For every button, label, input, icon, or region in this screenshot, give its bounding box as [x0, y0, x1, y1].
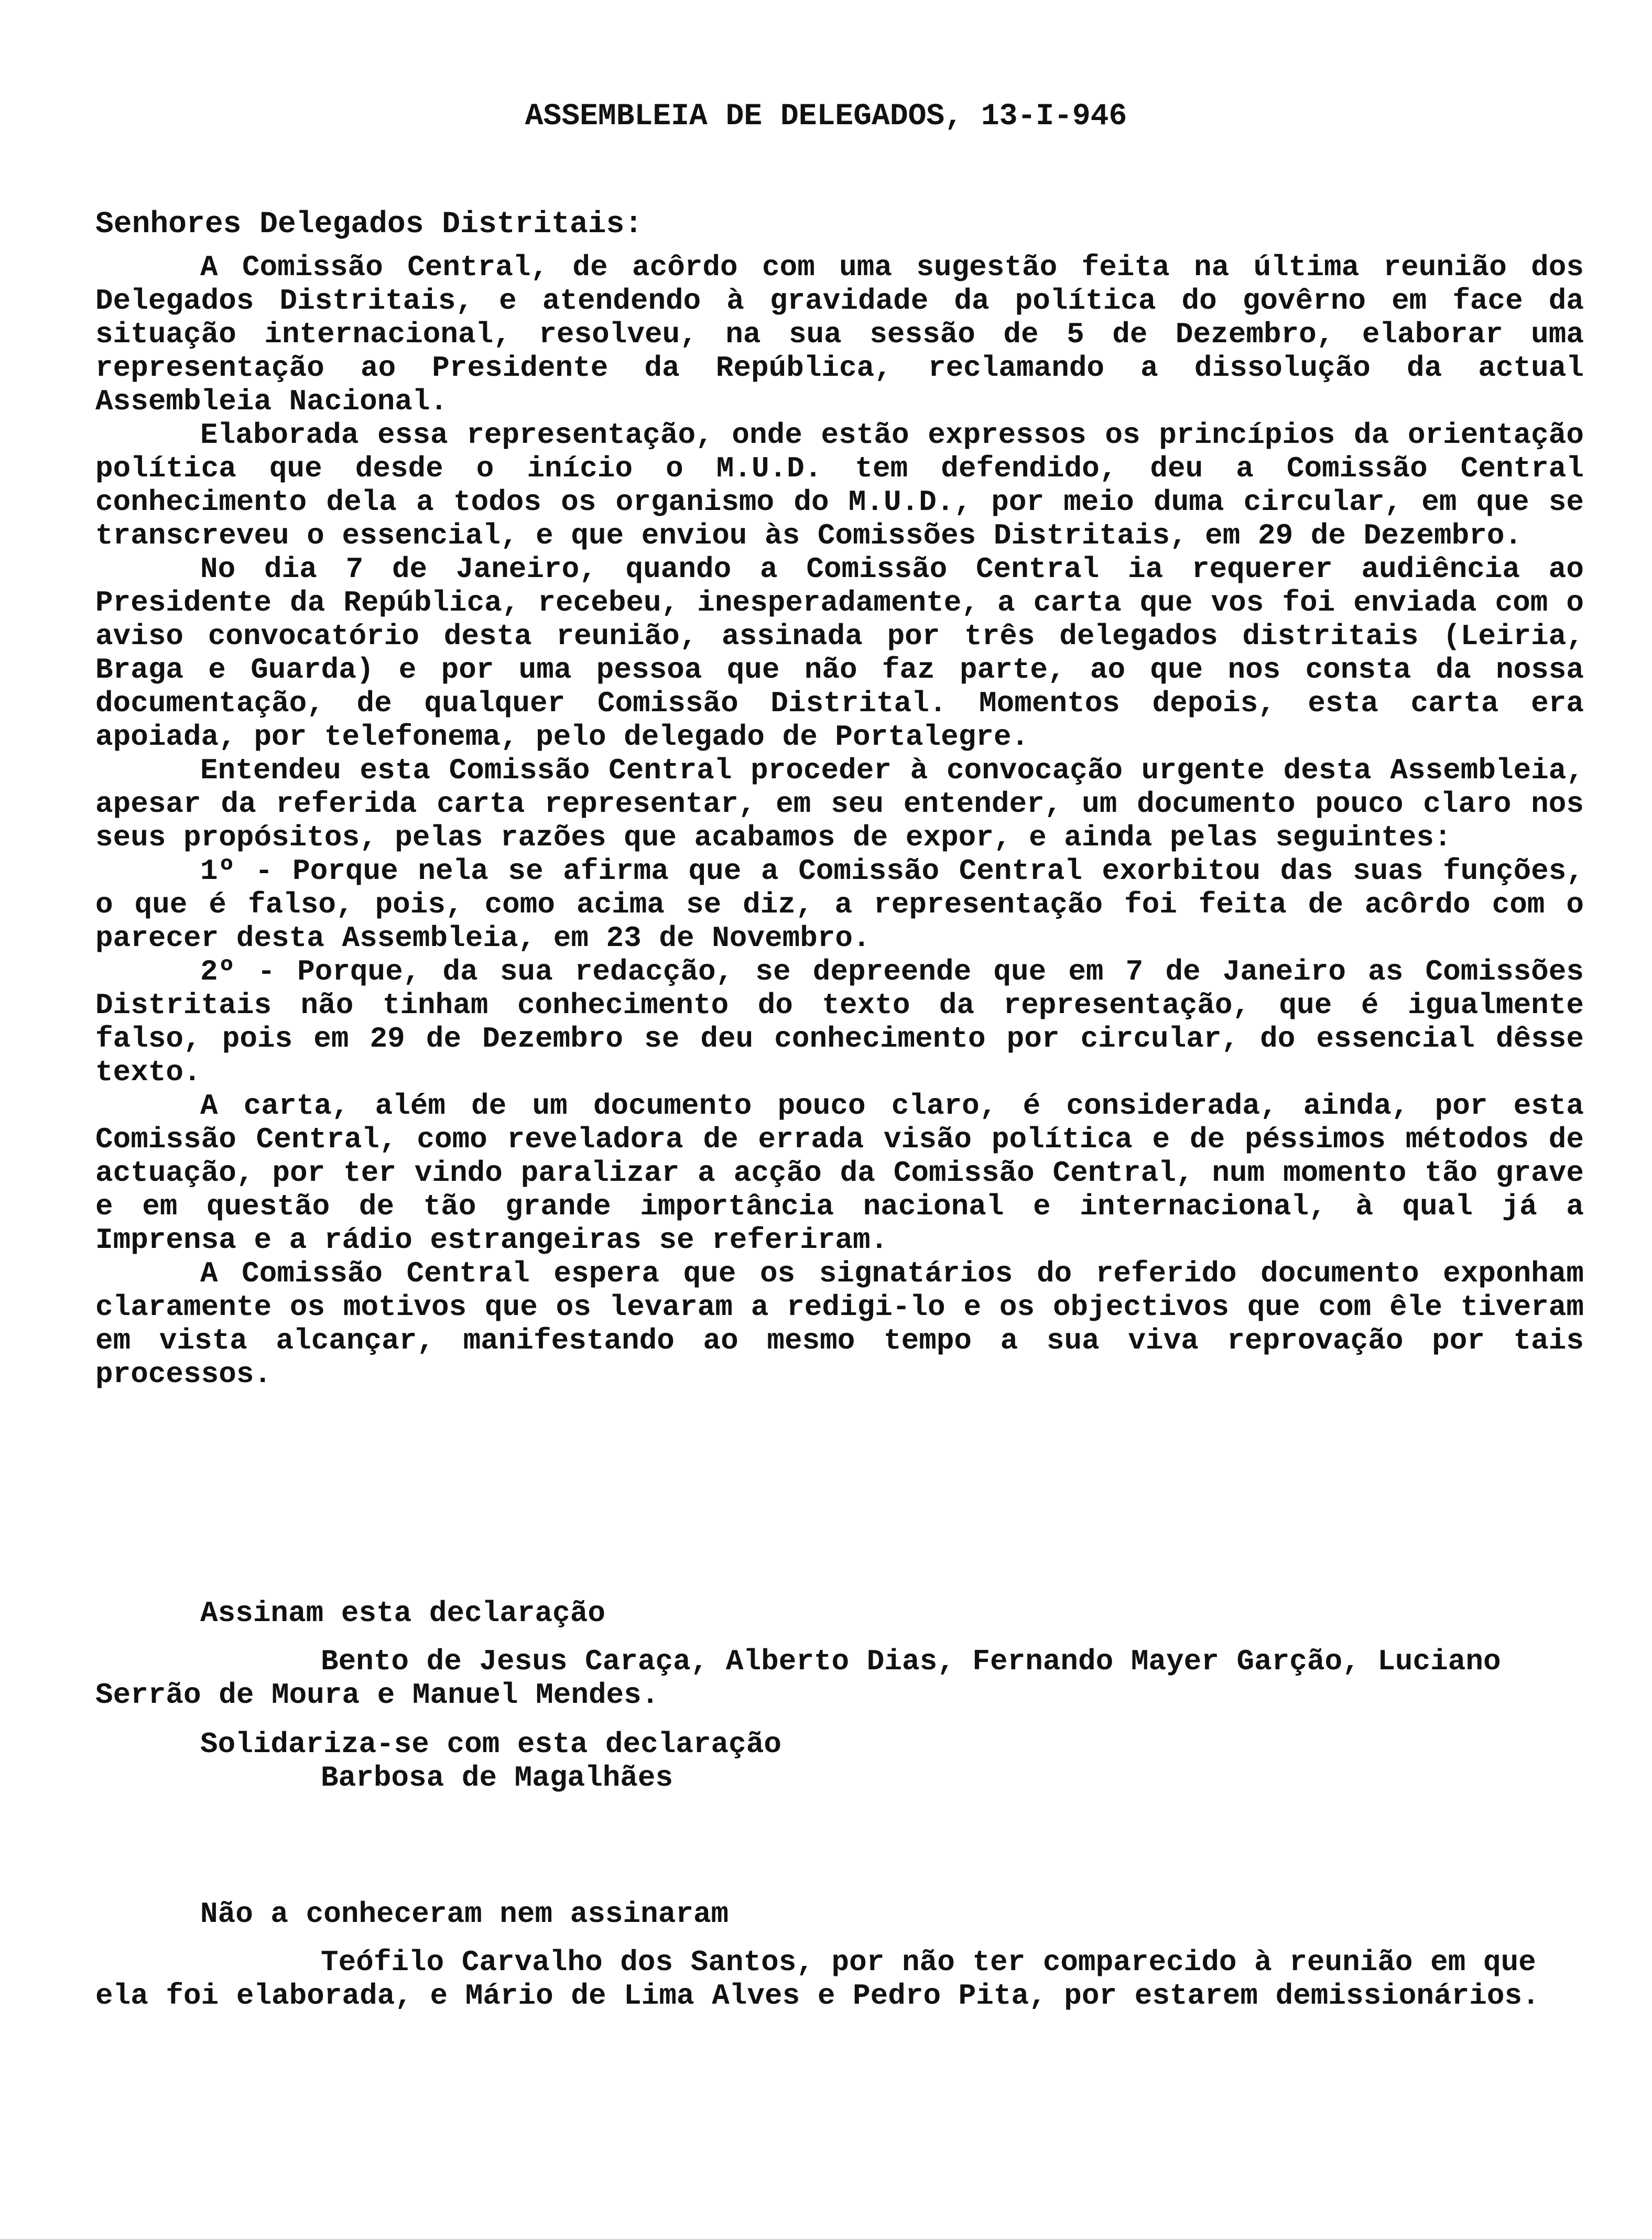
document-body	[95, 251, 1584, 1391]
numbered-point: 2º - Porque, da sua redacção, se depreende que em 7 de Janeiro as Comissões Distritais não tinham conhecimento do texto da representação, que é igualmente falso, pois em 29 de Dezembro se deu conhecimento por circular, do essencial dêsse texto.	[95, 955, 1584, 1089]
document-title: ASSEMBLEIA DE DELEGADOS, 13-I-946	[525, 100, 1127, 134]
paragraph: Elaborada essa representação, onde estão expressos os princípios da orientação política que desde o início o M.U.D. tem defendido, deu a Comissão Central conhecimento dela a todos os organismo do M.U.D., por meio duma circular, em que se transcreveu o essencial, e que enviou às Comissões Distritais, em 29 de Dezembro.	[95, 418, 1584, 552]
paragraph: A carta, além de um documento pouco claro, é considerada, ainda, por esta Comissão Central, como reveladora de errada visão política e de péssimos métodos de actuação, por ter vindo paralizar a acção da Comissão Central, num momento tão grave e em questão de tão grande importância nacional e internacional, à qual já a Imprensa e a rádio estrangeiras se referiram.	[95, 1089, 1584, 1257]
paragraph: No dia 7 de Janeiro, quando a Comissão Central ia requerer audiência ao Presidente da República, recebeu, inesperadamente, a carta que vos foi enviada com o aviso convocatório desta reunião, assinada por três delegados distritais (Leiria, Braga e Guarda) e por uma pessoa que não faz parte, ao que nos consta da nossa documentação, de qualquer Comissão Distrital. Momentos depois, esta carta era apoiada, por telefonema, pelo delegado de Portalegre.	[95, 552, 1584, 754]
absent-names: Teófilo Carvalho dos Santos, por não ter comparecido à reunião em que ela foi elaborada, e Mário de Lima Alves e Pedro Pita, por estarem demissionários.	[95, 1945, 1540, 2013]
solidarity-block	[95, 1727, 1584, 1795]
numbered-point: 1º - Porque nela se afirma que a Comissão Central exorbitou das suas funções, o que é falso, pois, como acima se diz, a representação foi feita de acôrdo com o parecer desta Assembleia, em 23 de Novembro.	[95, 854, 1584, 955]
paragraph: A Comissão Central espera que os signatários do referido documento exponham claramente os motivos que os levaram a redigi-lo e os objectivos que com êle tiveram em vista alcançar, manifestando ao mesmo tempo a sua viva reprovação por tais processos.	[95, 1257, 1584, 1391]
salutation: Senhores Delegados Distritais:	[95, 208, 643, 242]
solidarity-names: Barbosa de Magalhães	[321, 1761, 673, 1795]
signatories-block	[95, 1596, 1584, 1712]
absent-heading: Não a conheceram nem assinaram	[200, 1897, 729, 1931]
signatories-heading: Assinam esta declaração	[200, 1596, 605, 1630]
signatories-names: Bento de Jesus Caraça, Alberto Dias, Fernando Mayer Garção, Luciano Serrão de Moura e Manuel Mendes.	[95, 1645, 1501, 1712]
absent-block	[95, 1897, 1584, 2013]
paragraph: Entendeu esta Comissão Central proceder à convocação urgente desta Assembleia, apesar da referida carta representar, em seu entender, um documento pouco claro nos seus propósitos, pelas razões que acabamos de expor, e ainda pelas seguintes:	[95, 754, 1584, 854]
solidarity-heading: Solidariza-se com esta declaração	[200, 1727, 781, 1761]
paragraph: A Comissão Central, de acôrdo com uma sugestão feita na última reunião dos Delegados Distritais, e atendendo à gravidade da política do govêrno em face da situação internacional, resolveu, na sua sessão de 5 de Dezembro, elaborar uma representação ao Presidente da República, reclamando a dissolução da actual Assembleia Nacional.	[95, 251, 1584, 418]
